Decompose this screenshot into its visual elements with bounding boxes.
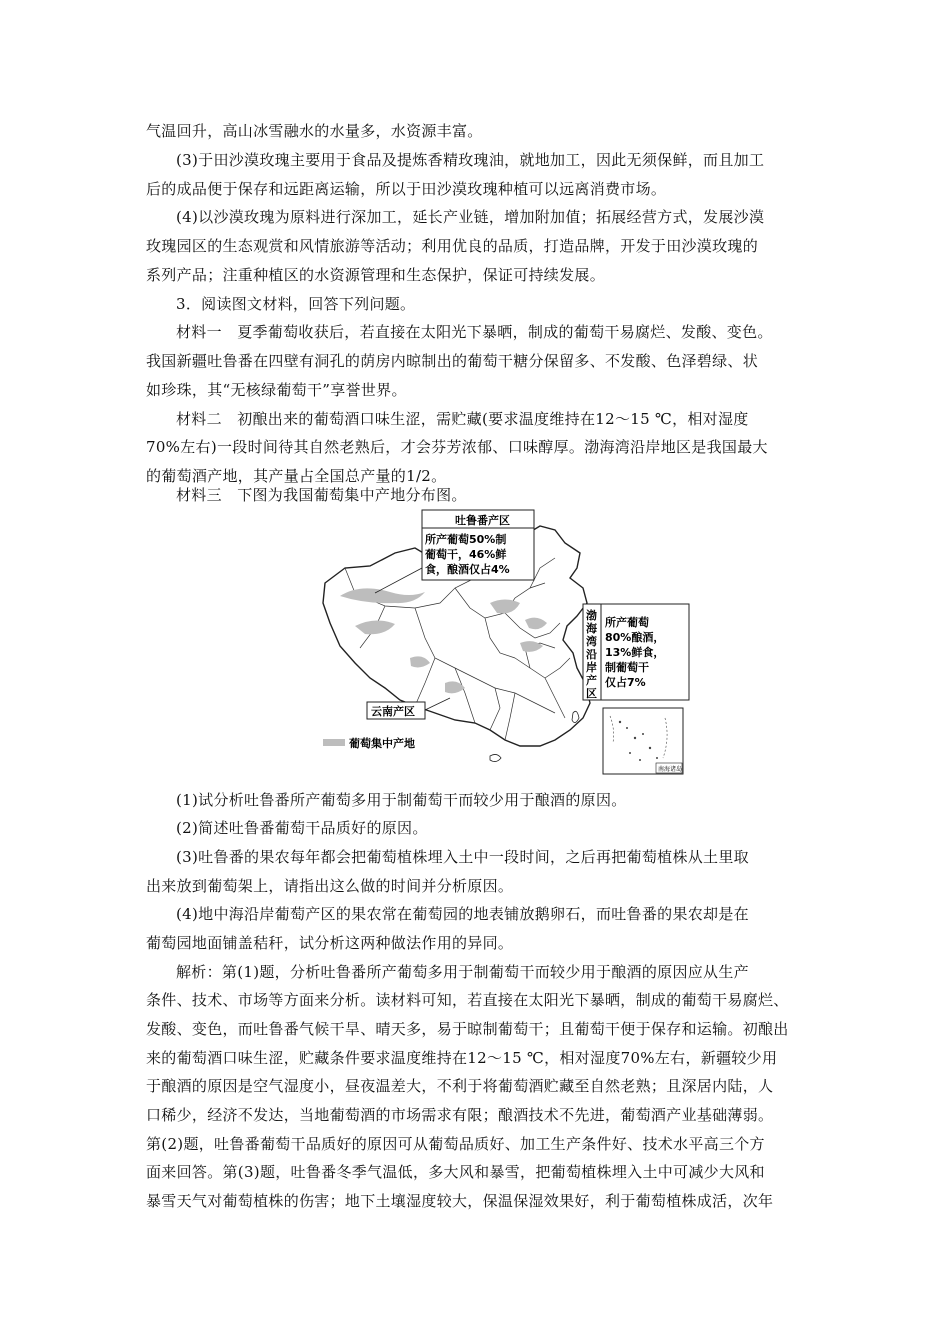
- text-line: 来的葡萄酒口味生涩，贮藏条件要求温度维持在12～15 ℃，相对湿度70%左右，新疆较少用: [146, 1049, 778, 1067]
- text-line: 我国新疆吐鲁番在四壁有洞孔的荫房内晾制出的葡萄干糖分保留多、不发酸、色泽碧绿、状: [146, 352, 759, 370]
- question-3: (3)吐鲁番的果农每年都会把葡萄植株埋入土中一段时间，之后再把葡萄植株从土里取: [176, 848, 749, 866]
- turpan-text-line: 所产葡萄50%制: [425, 533, 507, 546]
- text-line: 条件、技术、市场等方面来分析。读材料可知，若直接在太阳光下暴晒，制成的葡萄干易腐烂、: [146, 991, 789, 1009]
- text-line: 第(2)题，吐鲁番葡萄干品质好的原因可从葡萄品质好、加工生产条件好、技术水平高三个方: [146, 1135, 765, 1153]
- yunnan-title: 云南产区: [371, 705, 415, 718]
- legend-swatch: [323, 739, 345, 746]
- bohai-title-char: 渤: [586, 609, 597, 622]
- text-line: 暴雪天气对葡萄植株的伤害；地下土壤湿度较大，保温保湿效果好，利于葡萄植株成活，次年: [146, 1192, 774, 1210]
- text-line: 气温回升，高山冰雪融水的水量多，水资源丰富。: [146, 122, 483, 140]
- text-line: 如珍珠，其“无核绿葡萄干”享誉世界。: [146, 381, 407, 399]
- text-line: 的葡萄酒产地，其产量占全国总产量的1/2。: [146, 467, 447, 485]
- text-line: 玫瑰园区的生态观赏和风情旅游等活动；利用优良的品质，打造品牌，开发于田沙漠玫瑰的: [146, 237, 759, 255]
- bohai-text-line: 13%鲜食，: [605, 646, 665, 659]
- turpan-text-line: 葡萄干，46%鲜: [425, 548, 507, 561]
- text-line: 系列产品；注重种植区的水资源管理和生态保护，保证可持续发展。: [146, 266, 606, 284]
- question-number: 3．阅读图文材料，回答下列问题。: [176, 295, 416, 313]
- question-4: (4)地中海沿岸葡萄产区的果农常在葡萄园的地表铺放鹅卵石，而吐鲁番的果农却是在: [176, 905, 749, 923]
- text-line: (3)于田沙漠玫瑰主要用于食品及提炼香精玫瑰油，就地加工，因此无须保鲜，而且加工: [176, 151, 765, 169]
- text-line: 70%左右)一段时间待其自然老熟后，才会芬芳浓郁、口味醇厚。渤海湾沿岸地区是我国最大: [146, 438, 768, 456]
- bohai-text-line: 所产葡萄: [605, 616, 649, 629]
- text-line: 葡萄园地面铺盖秸秆，试分析这两种做法作用的异同。: [146, 934, 514, 952]
- question-1: (1)试分析吐鲁番所产葡萄多用于制葡萄干而较少用于酿酒的原因。: [176, 791, 627, 809]
- analysis-start: 解析：第(1)题，分析吐鲁番所产葡萄多用于制葡萄干而较少用于酿酒的原因应从生产: [176, 963, 749, 981]
- bohai-title-char: 沿: [586, 648, 597, 661]
- text-line: 面来回答。第(3)题，吐鲁番冬季气温低，多大风和暴雪，把葡萄植株埋入土中可减少大风和: [146, 1163, 765, 1181]
- turpan-text-line: 食，酿酒仅占4%: [425, 563, 510, 576]
- material-one: 材料一 夏季葡萄收获后，若直接在太阳光下暴晒，制成的葡萄干易腐烂、发酸、变色。: [176, 323, 773, 341]
- bohai-title-char: 区: [586, 687, 597, 700]
- text-line: 后的成品便于保存和远距离运输，所以于田沙漠玫瑰种植可以远离消费市场。: [146, 180, 667, 198]
- material-three: 材料三 下图为我国葡萄集中产地分布图。: [176, 486, 467, 504]
- text-line: 发酸、变色，而吐鲁番气候干旱、晴天多，易于晾制葡萄干；且葡萄干便于保存和运输。初酿出: [146, 1020, 789, 1038]
- bohai-text-line: 仅占7%: [605, 676, 646, 689]
- text-line: 出来放到葡萄架上，请指出这么做的时间并分析原因。: [146, 877, 514, 895]
- bohai-text-line: 制葡萄干: [605, 661, 649, 674]
- text-line: 口稀少，经济不发达，当地葡萄酒的市场需求有限；酿酒技术不先进，葡萄酒产业基础薄弱。: [146, 1106, 774, 1124]
- turpan-title: 吐鲁番产区: [455, 514, 510, 527]
- question-2: (2)简述吐鲁番葡萄干品质好的原因。: [176, 819, 428, 837]
- bohai-title-char: 湾: [586, 635, 597, 648]
- text-line: (4)以沙漠玫瑰为原料进行深加工，延长产业链，增加附加值；拓展经营方式，发展沙漠: [176, 208, 765, 226]
- material-two: 材料二 初酿出来的葡萄酒口味生涩，需贮藏(要求温度维持在12～15 ℃，相对湿度: [176, 410, 749, 428]
- bohai-title-char: 产: [586, 674, 597, 687]
- bohai-title-char: 海: [586, 622, 597, 635]
- bohai-text-line: 80%酿酒，: [605, 631, 665, 644]
- grape-production-map: [315, 508, 720, 778]
- inset-label: 南海诸岛: [658, 766, 683, 773]
- legend-label: 葡萄集中产地: [349, 737, 415, 750]
- bohai-title-char: 岸: [586, 661, 597, 674]
- text-line: 于酿酒的原因是空气湿度小，昼夜温差大，不利于将葡萄酒贮藏至自然老熟；且深居内陆，人: [146, 1077, 774, 1095]
